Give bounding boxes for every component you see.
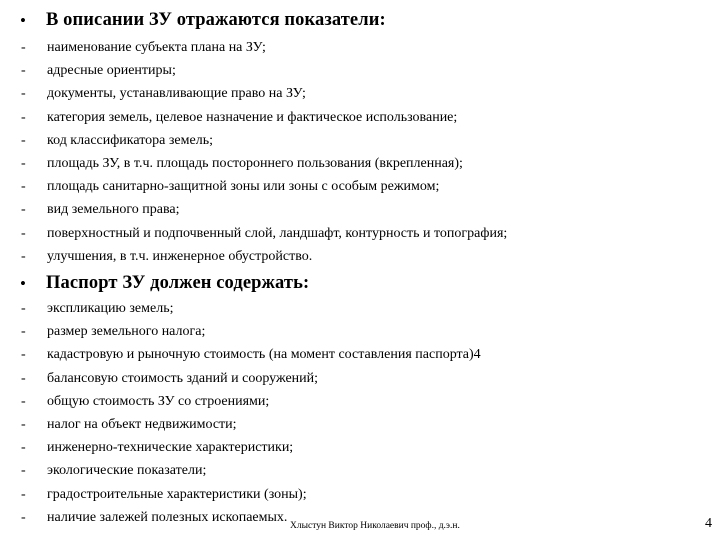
list-item-text: документы, устанавливающие право на ЗУ; (47, 86, 306, 102)
list-item-text: общую стоимость ЗУ со строениями; (47, 393, 270, 409)
list-item-text: улучшения, в т.ч. инженерное обустройство. (47, 248, 313, 264)
dash-marker: - (21, 63, 26, 79)
list-item-text: адресные ориентиры; (47, 63, 176, 79)
dash-marker: - (21, 40, 26, 55)
list-item-text: кадастровую и рыночную стоимость (на момент составления паспорта)4 (47, 347, 481, 363)
list-item-text: градостроительные характеристики (зоны); (47, 486, 307, 502)
dash-marker: - (21, 486, 26, 502)
dash-marker: - (21, 225, 26, 241)
list-item-text: налог на объект недвижимости; (47, 416, 237, 432)
list-item-text: площадь ЗУ, в т.ч. площадь постороннего пользования (вкрепленная); (47, 155, 463, 171)
dash-marker: - (21, 440, 26, 456)
dash-marker: - (21, 202, 26, 218)
list-item-text: площадь санитарно-защитной зоны или зоны с особым режимом; (47, 179, 440, 195)
list-item-text: экологические показатели; (47, 463, 207, 479)
dash-marker: - (21, 509, 26, 525)
dash-marker: - (21, 109, 26, 125)
page-number: 4 (705, 516, 712, 531)
list-item-text: код классификатора земель; (47, 132, 213, 148)
dash-marker: - (21, 347, 26, 363)
list-item-text: наличие залежей полезных ископаемых. (47, 509, 288, 525)
bullet-icon: • (20, 273, 26, 293)
dash-marker: - (21, 370, 26, 386)
bullet-icon: • (20, 10, 26, 30)
dash-marker: - (21, 86, 26, 102)
dash-marker: - (21, 155, 26, 171)
list-item-text: размер земельного налога; (47, 324, 206, 340)
section-heading-text: Паспорт ЗУ должен содержать: (46, 272, 310, 293)
list-item-text: экспликацию земель; (47, 301, 174, 316)
dash-marker: - (21, 463, 26, 479)
section-heading (20, 8, 386, 32)
dash-marker: - (21, 416, 26, 432)
list-item-text: поверхностный и подпочвенный слой, ландшафт, контурность и топография; (47, 225, 508, 241)
section-heading (20, 271, 309, 295)
dash-marker: - (21, 324, 26, 340)
list-item-text: категория земель, целевое назначение и фактическое использование; (47, 109, 458, 125)
dash-marker: - (21, 179, 26, 195)
dash-marker: - (21, 301, 26, 316)
section-heading-text: В описании ЗУ отражаются показатели: (46, 9, 386, 30)
list-item-text: наименование субъекта плана на ЗУ; (47, 40, 266, 55)
dash-marker: - (21, 393, 26, 409)
list-item-text: балансовую стоимость зданий и сооружений; (47, 370, 319, 386)
list-item-text: вид земельного права; (47, 202, 180, 218)
footer-author: Хлыстун Виктор Николаевич проф., д.э.н. (290, 521, 460, 531)
list-item-text: инженерно-технические характеристики; (47, 440, 294, 456)
dash-marker: - (21, 248, 26, 264)
dash-marker: - (21, 132, 26, 148)
